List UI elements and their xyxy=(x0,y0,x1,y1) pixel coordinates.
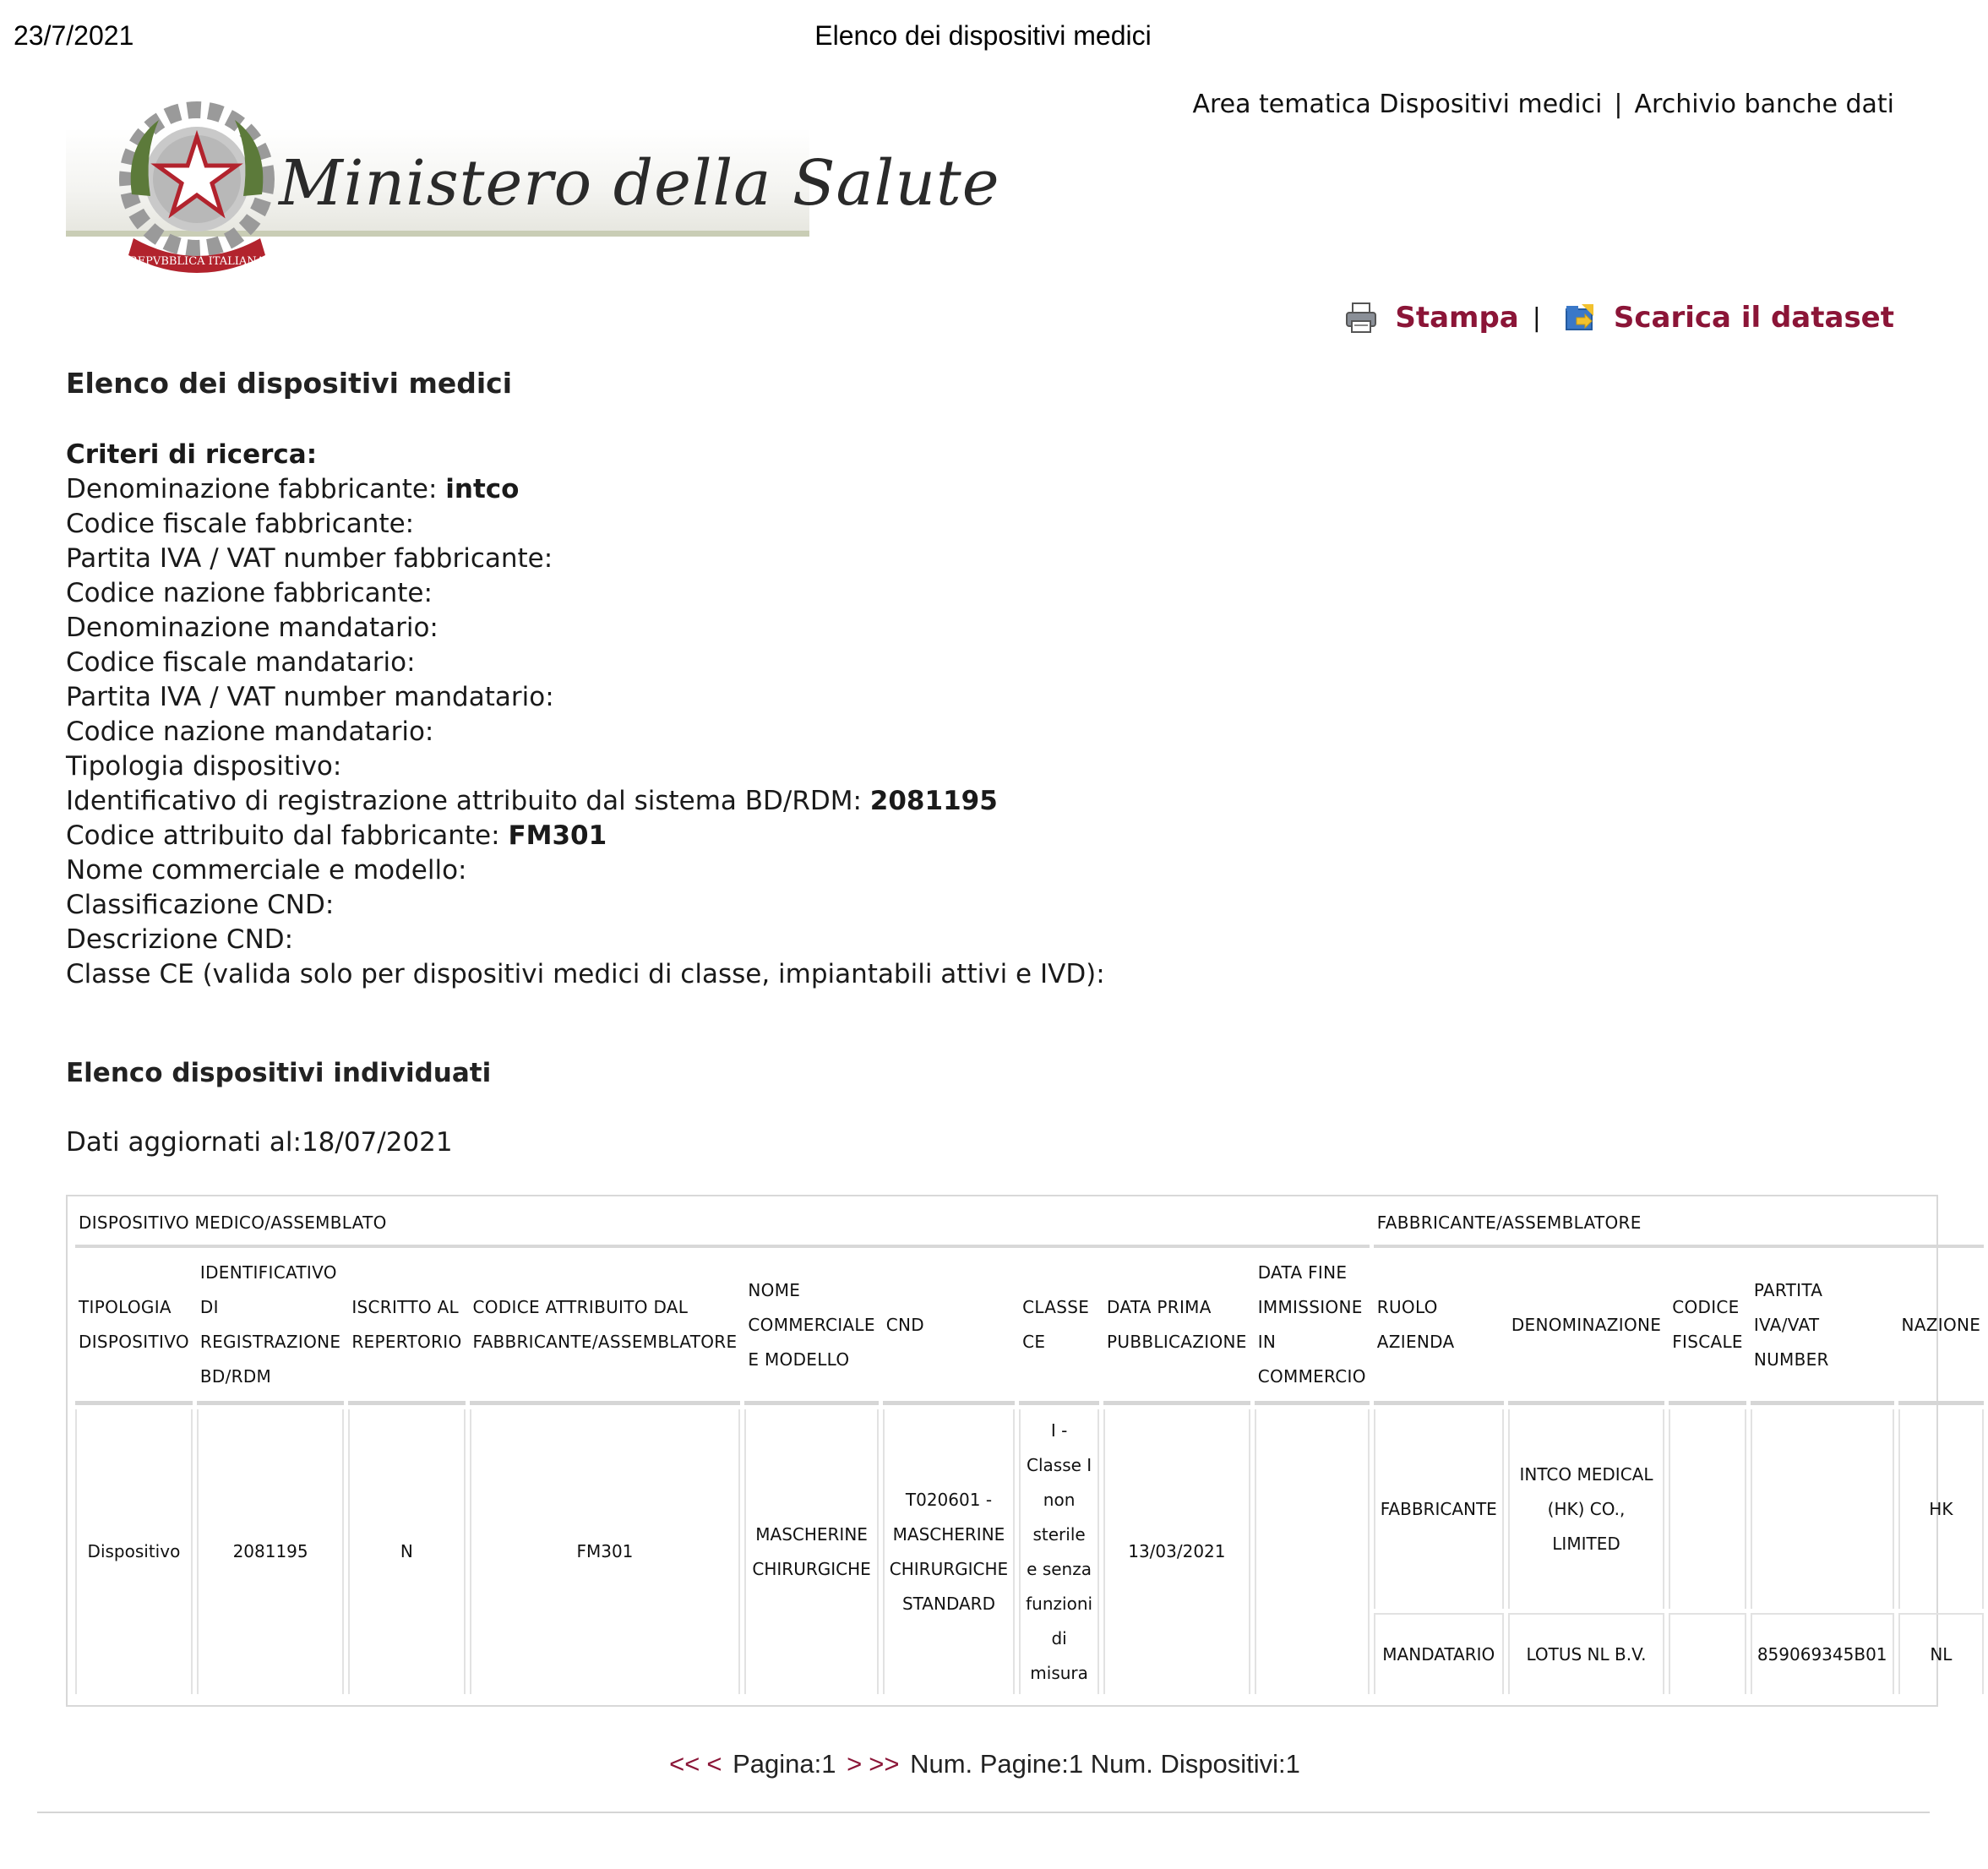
criteria-row xyxy=(66,646,1105,680)
criteria-label: Descrizione CND: xyxy=(66,924,294,955)
criteria-row xyxy=(66,542,1105,576)
total-devices: Num. Dispositivi:1 xyxy=(1090,1749,1300,1779)
column-header-row xyxy=(75,1252,1984,1405)
criteria-label: Denominazione mandatario: xyxy=(66,613,438,643)
cell-denominazione: INTCO MEDICAL (HK) CO., LIMITED xyxy=(1508,1409,1664,1609)
criteria-label: Denominazione fabbricante: xyxy=(66,474,446,504)
download-dataset-icon[interactable] xyxy=(1563,301,1597,335)
criteria-label: Nome commerciale e modello: xyxy=(66,855,467,885)
results-table-wrapper xyxy=(66,1195,1981,1707)
top-links-separator: | xyxy=(1614,90,1623,119)
logo-brand: Ministero della Salute xyxy=(279,147,1000,220)
criteria-value: FM301 xyxy=(508,820,607,851)
col-denominazione: DENOMINAZIONE xyxy=(1508,1252,1664,1405)
cell-ruolo: MANDATARIO xyxy=(1374,1613,1504,1694)
criteria-label: Codice nazione fabbricante: xyxy=(66,578,433,608)
footer-divider xyxy=(37,1812,1930,1813)
actions-separator: | xyxy=(1532,302,1541,333)
cell-codice-fiscale xyxy=(1669,1613,1746,1694)
stampa-link[interactable]: Stampa xyxy=(1395,301,1519,335)
criteria-row xyxy=(66,957,1105,992)
search-criteria xyxy=(66,438,1105,992)
criteria-value: intco xyxy=(445,474,520,504)
col-codice-fiscale: CODICE FISCALE xyxy=(1669,1252,1746,1405)
criteria-row xyxy=(66,611,1105,646)
criteria-row xyxy=(66,576,1105,611)
ministero-logo[interactable] xyxy=(66,95,1000,289)
col-cnd: CND xyxy=(883,1252,1015,1405)
col-data-fine: DATA FINE IMMISSIONE IN COMMERCIO xyxy=(1255,1252,1370,1405)
cell-nazione: NL xyxy=(1898,1613,1985,1694)
cell-data-fine xyxy=(1255,1409,1370,1694)
col-iscritto: ISCRITTO AL REPERTORIO xyxy=(348,1252,465,1405)
results-table xyxy=(71,1200,1988,1698)
col-codice-fabbricante: CODICE ATTRIBUITO DAL FABBRICANTE/ASSEMBLATORE xyxy=(470,1252,741,1405)
pagination xyxy=(0,1749,1966,1779)
criteria-row xyxy=(66,680,1105,715)
criteria-label: Identificativo di registrazione attribuito dal sistema BD/RDM: xyxy=(66,786,870,816)
table-row xyxy=(75,1409,1984,1609)
criteria-label: Codice attribuito dal fabbricante: xyxy=(66,820,509,851)
cell-denominazione: LOTUS NL B.V. xyxy=(1508,1613,1664,1694)
cell-data-pubblicazione: 13/03/2021 xyxy=(1103,1409,1250,1694)
col-nazione: NAZIONE xyxy=(1898,1252,1985,1405)
criteria-label: Partita IVA / VAT number fabbricante: xyxy=(66,543,553,574)
criteria-row xyxy=(66,819,1105,853)
print-title: Elenco dei dispositivi medici xyxy=(814,20,1152,51)
cell-ruolo: FABBRICANTE xyxy=(1374,1409,1504,1609)
scarica-dataset-link[interactable]: Scarica il dataset xyxy=(1613,301,1894,335)
area-tematica-link[interactable]: Area tematica Dispositivi medici xyxy=(1192,90,1603,119)
criteria-title: Criteri di ricerca: xyxy=(66,439,318,470)
group-maker-header: FABBRICANTE/ASSEMBLATORE xyxy=(1374,1204,1984,1248)
cell-classe: I - Classe I non sterile e senza funzioni di misura xyxy=(1019,1409,1099,1694)
criteria-label: Tipologia dispositivo: xyxy=(66,751,342,782)
col-partita-iva: PARTITA IVA/VAT NUMBER xyxy=(1751,1252,1894,1405)
cell-nazione: HK xyxy=(1898,1409,1985,1609)
cell-codice: FM301 xyxy=(470,1409,741,1694)
col-classe-ce: CLASSE CE xyxy=(1019,1252,1099,1405)
last-page-link[interactable]: >> xyxy=(869,1749,900,1779)
prev-page-link[interactable]: < xyxy=(706,1749,722,1779)
printer-icon[interactable] xyxy=(1344,301,1378,335)
criteria-row xyxy=(66,749,1105,784)
criteria-label: Partita IVA / VAT number mandatario: xyxy=(66,682,554,712)
criteria-value: 2081195 xyxy=(869,786,998,816)
criteria-label: Classificazione CND: xyxy=(66,890,335,920)
col-identificativo: IDENTIFICATIVO DI REGISTRAZIONE BD/RDM xyxy=(197,1252,344,1405)
cell-partita-iva xyxy=(1751,1409,1894,1609)
criteria-row xyxy=(66,472,1105,507)
emblem-label: REPVBBLICA ITALIANA xyxy=(128,255,265,268)
criteria-label: Codice fiscale mandatario: xyxy=(66,647,416,678)
col-tipologia: TIPOLOGIA DISPOSITIVO xyxy=(75,1252,193,1405)
criteria-label: Codice nazione mandatario: xyxy=(66,717,434,747)
col-ruolo: RUOLO AZIENDA xyxy=(1374,1252,1504,1405)
criteria-row xyxy=(66,784,1105,819)
cell-identificativo: 2081195 xyxy=(197,1409,344,1694)
archivio-banche-dati-link[interactable]: Archivio banche dati xyxy=(1634,90,1894,119)
data-updated: Dati aggiornati al:18/07/2021 xyxy=(66,1127,453,1158)
criteria-label: Classe CE (valida solo per dispositivi medici di classe, impiantabili attivi e IVD): xyxy=(66,959,1105,989)
top-links xyxy=(1192,90,1894,119)
criteria-label: Codice fiscale fabbricante: xyxy=(66,509,415,539)
first-page-link[interactable]: << xyxy=(669,1749,700,1779)
cell-cnd: T020601 - MASCHERINE CHIRURGICHE STANDARD xyxy=(883,1409,1015,1694)
results-title: Elenco dispositivi individuati xyxy=(66,1058,492,1088)
col-data-pubblicazione: DATA PRIMA PUBBLICAZIONE xyxy=(1103,1252,1250,1405)
current-page: Pagina:1 xyxy=(733,1749,836,1779)
cell-nome: MASCHERINE CHIRURGICHE xyxy=(744,1409,878,1694)
criteria-row xyxy=(66,715,1105,749)
page-actions xyxy=(1344,301,1894,335)
criteria-row xyxy=(66,853,1105,888)
total-pages: Num. Pagine:1 xyxy=(910,1749,1084,1779)
criteria-row xyxy=(66,888,1105,923)
print-date: 23/7/2021 xyxy=(14,20,134,51)
next-page-link[interactable]: > xyxy=(847,1749,863,1779)
criteria-row xyxy=(66,923,1105,957)
emblem-icon xyxy=(100,95,294,289)
group-device-header: DISPOSITIVO MEDICO/ASSEMBLATO xyxy=(75,1204,1370,1248)
cell-codice-fiscale xyxy=(1669,1409,1746,1609)
criteria-row xyxy=(66,507,1105,542)
page-title: Elenco dei dispositivi medici xyxy=(66,367,513,400)
cell-iscritto: N xyxy=(348,1409,465,1694)
cell-tipologia: Dispositivo xyxy=(75,1409,193,1694)
col-nome-commerciale: NOME COMMERCIALE E MODELLO xyxy=(744,1252,878,1405)
cell-partita-iva: 859069345B01 xyxy=(1751,1613,1894,1694)
group-header-row xyxy=(75,1204,1984,1248)
